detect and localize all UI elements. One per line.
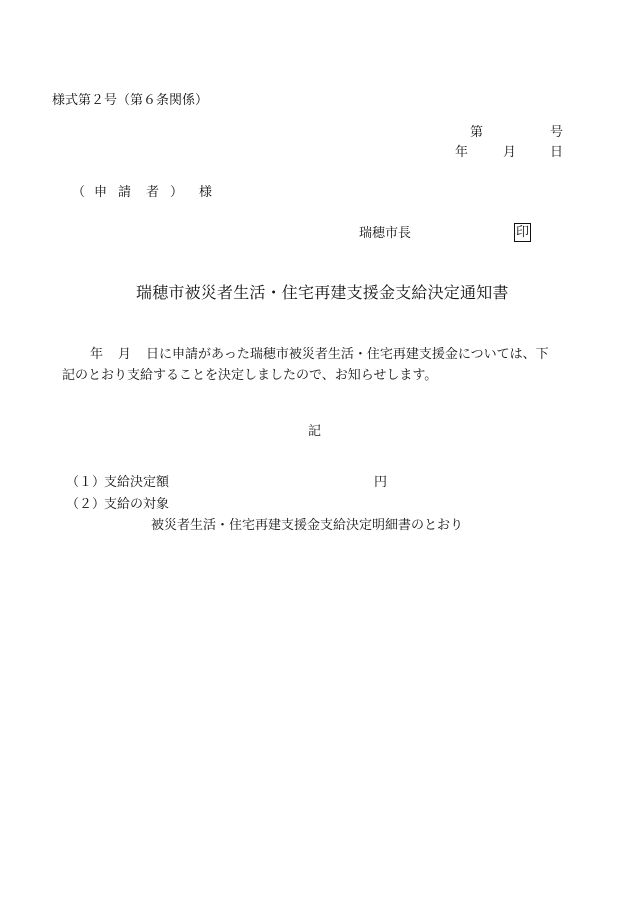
item-2-number: （２） (66, 497, 106, 512)
recipient-char-2: 請 (118, 185, 132, 200)
item-2-label: 支給の対象 (104, 497, 170, 512)
date-day: 日 (550, 145, 564, 160)
item-1-label: 支給決定額 (104, 475, 170, 490)
recipient-honorific: 様 (199, 185, 213, 200)
date-year: 年 (455, 145, 469, 160)
document-title: 瑞穂市被災者生活・住宅再建支援金支給決定通知書 (136, 283, 509, 302)
doc-number-prefix: 第 (470, 125, 484, 140)
seal-mark (514, 223, 531, 242)
item-1-number: （１） (66, 475, 106, 490)
body-line1-rest: 日に申請があった瑞穂市被災者生活・住宅再建支援金については、下 (146, 347, 549, 362)
issuer-title: 瑞穂市長 (359, 226, 412, 241)
recipient-paren-open: （ (72, 185, 86, 200)
body-month: 月 (118, 347, 132, 362)
recipient-paren-close: ） (170, 185, 184, 200)
recipient-char-1: 申 (94, 185, 108, 200)
item-2-detail: 被災者生活・住宅再建支援金支給決定明細書のとおり (151, 518, 464, 533)
body-year: 年 (90, 347, 104, 362)
doc-number-suffix: 号 (550, 125, 564, 140)
date-month: 月 (503, 145, 517, 160)
item-1-unit: 円 (374, 475, 388, 490)
recipient-char-3: 者 (146, 185, 160, 200)
body-line2: 記のとおり支給することを決定しましたので、お知らせします。 (62, 368, 438, 383)
seal-label: 印 (516, 225, 530, 240)
ki-heading: 記 (308, 424, 322, 439)
form-number: 様式第２号（第６条関係） (52, 93, 209, 108)
